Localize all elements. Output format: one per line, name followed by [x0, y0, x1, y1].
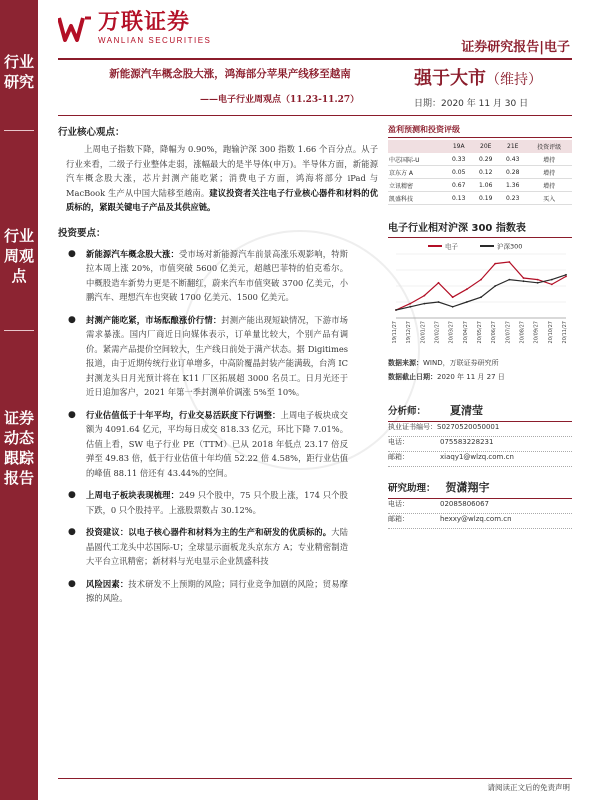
analyst-block-2 — [388, 479, 572, 529]
analyst-row — [388, 452, 572, 467]
chart-point — [409, 303, 411, 305]
sidebar-divider — [4, 130, 34, 131]
data-source — [388, 356, 572, 384]
chart-x-tick-label: 20/11/27 — [562, 321, 568, 344]
table-cell: 增持 — [526, 179, 572, 192]
analyst-row — [388, 422, 572, 437]
point-text: 封测产能出现短缺情况，下游市场需求暴涨。国内厂商近日向媒体表示，订单量比较大，个别产品有调价。紧需产品提价空间较大，生产线日前处于满产状态。据 Digitimes 报道，由于近期传统行业订单增多，中高阶覆晶封装产能满载，台湾 IC 封测龙头日月光预计将在 K11 厂区拓展超 3000 名员工。日月光还于近日追加客户，2021 年第一季封测单价调涨 5%至 10%。 — [86, 314, 348, 397]
table-row — [388, 192, 572, 205]
eps-table — [388, 140, 572, 205]
core-view-title: 行业核心观点： — [58, 127, 125, 138]
bullet-icon: ● — [68, 527, 76, 537]
header-rule — [58, 58, 572, 60]
analyst-role: 分析师： — [388, 406, 427, 417]
chart-x-tick-label: 20/05/27 — [477, 321, 483, 344]
report-date: 日期：2020 年 11 月 30 日 — [414, 99, 529, 109]
list-item — [58, 577, 378, 606]
chart-legend-label: 电子 — [445, 242, 458, 251]
chart-point — [508, 261, 510, 263]
chart-point — [565, 274, 567, 276]
eps-table-title: 盈利预测和投资评级 — [388, 124, 572, 138]
chart-point — [551, 284, 553, 286]
chart-point — [423, 303, 425, 305]
chart-point — [466, 301, 468, 303]
investment-points — [58, 225, 378, 606]
list-item — [58, 408, 378, 481]
analyst-heading — [388, 479, 572, 499]
point-heading: 新能源汽车概念股大涨： — [86, 248, 180, 259]
bullet-icon: ● — [68, 578, 76, 589]
table-row — [388, 179, 572, 192]
analyst-field-label: 邮箱： — [388, 515, 409, 523]
table-cell: 0.28 — [499, 166, 526, 179]
point-heading: 上周电子板块表现梳理： — [86, 490, 180, 500]
analyst-name: 贺潇翔宇 — [445, 481, 490, 494]
table-cell: 0.05 — [445, 166, 472, 179]
chart-point — [466, 288, 468, 290]
chart-x-tick-label: 19/12/27 — [406, 321, 413, 344]
bullet-icon: ● — [68, 490, 76, 500]
sidebar-divider — [4, 330, 34, 331]
point-text: 技术研发不上预期的风险；同行业竞争加剧的风险；贸易摩擦的风险。 — [86, 578, 348, 603]
chart-point — [551, 279, 553, 281]
chart-x-tick-label: 20/01/27 — [420, 321, 427, 344]
logo-chinese-name: 万联证券 — [98, 10, 191, 35]
table-cell: 0.12 — [472, 166, 499, 179]
table-cell: 0.43 — [499, 153, 526, 166]
table-header: 19A — [445, 140, 472, 153]
analyst-field-label: 执业证书编号： — [388, 423, 437, 431]
bullet-icon: ● — [68, 314, 76, 325]
point-text: 上周电子板块成交额为 4091.64 亿元，平均每日成交 818.33 亿元，环比下降 7.01%。估值上看，SW 电子行业 PE（TTM）已从 2018 年低点 23.17 倍反弹至 49.83 倍，低于行业估值十年均值 52.22 倍 4.58%，距行业估值的峰值 88.11 倍还有 43.44%的空间。 — [86, 409, 348, 478]
table-row — [388, 166, 572, 179]
analyst-row — [388, 499, 572, 514]
point-heading: 投资建议：以电子核心器件和材料为主的生产和研发的优质标的。 — [86, 527, 332, 537]
chart-point — [452, 306, 454, 308]
analyst-block-1 — [388, 402, 572, 467]
report-headline: 新能源汽车概念股大涨，鸿海部分苹果产线移至越南 — [109, 68, 351, 80]
chart-point — [523, 280, 525, 282]
list-item — [58, 313, 378, 400]
chart-point — [480, 279, 482, 281]
chart-x-tick-label: 20/10/27 — [547, 321, 554, 344]
source-text: WIND，万联证券研究所 — [423, 359, 499, 367]
list-item — [58, 488, 378, 517]
chart-x-tick-label: 20/06/27 — [491, 321, 498, 344]
chart-point — [508, 279, 510, 281]
chart-point — [565, 276, 567, 278]
chart-point — [523, 277, 525, 279]
core-summary-text: 上周电子指数下降，降幅为 0.90%，跑输沪深 300 指数 1.66 个百分点。从子行业来看，二级子行业整体走弱，涨幅最大的是半导体(申万)。半导体方面，新能源汽车概念股大涨，芯片封测产能吃紧；消费电子方面，鸿海将部分 iPad 与 MacBook 生产从中国大陆移至越南。 — [66, 144, 378, 198]
analyst-heading — [388, 402, 572, 422]
chart-point — [452, 296, 454, 298]
chart-point — [438, 301, 440, 303]
table-cell: 中芯国际-U — [388, 153, 445, 166]
table-cell: 立讯精密 — [388, 179, 445, 192]
footer-rule — [58, 778, 572, 779]
investment-points-title: 投资要点： — [58, 227, 106, 239]
main-column — [58, 124, 378, 614]
analyst-name: 夏清莹 — [450, 404, 484, 417]
analyst-license-value: S0270520050001 — [437, 423, 500, 431]
table-cell: 1.36 — [499, 179, 526, 192]
table-cell: 京东方 A — [388, 166, 445, 179]
relative-index-chart — [388, 240, 572, 350]
disclaimer-note: 请阅读正文后的免责声明 — [487, 783, 570, 792]
table-header: 投资评级 — [526, 140, 572, 153]
core-summary-bold: 建议投资者关注电子行业核心器件和材料的优质标的，紧跟关键电子产品及其供应链。 — [66, 187, 378, 212]
source-end-date: 2020 年 11 月 27 日 — [437, 373, 505, 381]
table-cell: 增持 — [526, 153, 572, 166]
table-cell: 0.13 — [445, 192, 472, 205]
table-cell: 0.33 — [445, 153, 472, 166]
chart-point — [494, 285, 496, 287]
chart-x-tick-label: 19/11/27 — [392, 321, 398, 344]
analyst-field-label: 电话： — [388, 438, 409, 446]
left-sidebar — [0, 0, 38, 800]
source-end-label: 数据截止日期： — [388, 373, 437, 381]
chart-point — [480, 296, 482, 298]
chart-point — [537, 279, 539, 281]
core-view-summary — [58, 142, 378, 215]
analyst-role: 研究助理： — [388, 483, 436, 494]
sidebar-tab-industry-research: 行业研究 — [3, 53, 34, 91]
analyst-field-label: 邮箱： — [388, 453, 409, 461]
table-header: 20E — [472, 140, 499, 153]
point-text: 受市场对新能源汽车前景高涨乐观影响，特斯拉本周上涨 20%，市值突破 5600 亿美元，超越巴菲特的伯克希尔。中概股造车新势力更是不断翻红，蔚来汽车市值突破 3700 亿美元，小鹏汽车、理想汽车也突破 1700 亿美元、1500 亿美元。 — [86, 248, 348, 302]
table-cell: 0.29 — [472, 153, 499, 166]
title-rule — [58, 115, 572, 116]
table-cell: 增持 — [526, 166, 572, 179]
table-cell: 买入 — [526, 192, 572, 205]
chart-x-tick-label: 20/09/27 — [533, 321, 540, 344]
table-cell: 0.67 — [445, 179, 472, 192]
wanlian-logo-icon — [58, 16, 92, 42]
report-type-label: 证券研究报告|电子 — [461, 40, 570, 55]
chart-x-tick-label: 20/08/27 — [519, 321, 526, 344]
sidebar-tab-dynamic-tracking: 证券动态跟踪报告 — [3, 409, 34, 487]
point-heading: 封测产能吃紧，市场酝酿涨价行情： — [86, 314, 222, 325]
chart-x-tick-label: 20/07/27 — [505, 321, 512, 344]
table-header — [388, 140, 445, 153]
bullet-icon: ● — [68, 409, 76, 420]
table-row — [388, 153, 572, 166]
rating — [414, 64, 542, 90]
chart-title: 电子行业相对沪深 300 指数表 — [388, 219, 572, 238]
chart-point — [409, 306, 411, 308]
chart-point — [494, 263, 496, 265]
side-column — [388, 124, 572, 529]
point-heading: 行业估值低于十年平均，行业交易活跃度下行调整： — [86, 409, 281, 420]
chart-point — [537, 282, 539, 284]
chart-point — [395, 309, 397, 311]
table-header: 21E — [499, 140, 526, 153]
company-logo — [58, 12, 211, 45]
analyst-row — [388, 437, 572, 452]
bullet-icon: ● — [68, 248, 76, 259]
sidebar-tab-weekly-view: 行业周观点 — [3, 227, 34, 285]
chart-x-tick-label: 20/03/27 — [448, 321, 455, 344]
table-cell: 凯盛科技 — [388, 192, 445, 205]
analyst-phone-value: 02085806067 — [440, 500, 489, 508]
point-heading: 风险因素： — [86, 578, 129, 589]
logo-english-name: WANLIAN SECURITIES — [98, 36, 212, 45]
point-text: 大陆晶圆代工龙头中芯国际-U；全球显示面板龙头京东方 A；专业精密制造大平台立讯精密；新材料与光电显示企业凯盛科技 — [86, 527, 348, 566]
analyst-email-link[interactable]: xiaqy1@wlzq.com.cn — [440, 453, 514, 461]
chart-x-tick-label: 20/04/27 — [462, 321, 469, 344]
list-item — [58, 525, 378, 569]
chart-legend-label: 沪深300 — [497, 242, 523, 251]
list-item — [58, 247, 378, 305]
analyst-email-link[interactable]: hexxy@wlzq.com.cn — [440, 515, 512, 523]
report-subhead: ——电子行业周观点（11.23-11.27） — [200, 95, 360, 105]
table-cell: 0.23 — [499, 192, 526, 205]
chart-x-tick-label: 20/02/27 — [434, 321, 441, 344]
chart-point — [438, 282, 440, 284]
source-label: 数据来源： — [388, 359, 423, 367]
analyst-row — [388, 514, 572, 529]
rating-text: 强于大市 — [414, 68, 486, 89]
table-cell: 1.06 — [472, 179, 499, 192]
point-text: 249 只个股中，75 只个股上涨，174 只个股下跌，0 只个股持平。上涨股票数占 30.12%。 — [86, 490, 348, 515]
rating-note: （维持） — [486, 72, 542, 88]
analyst-phone-value: 075583228231 — [440, 438, 494, 446]
chart-point — [423, 295, 425, 297]
table-cell: 0.19 — [472, 192, 499, 205]
analyst-field-label: 电话： — [388, 500, 409, 508]
relative-index-chart-svg — [388, 240, 572, 350]
